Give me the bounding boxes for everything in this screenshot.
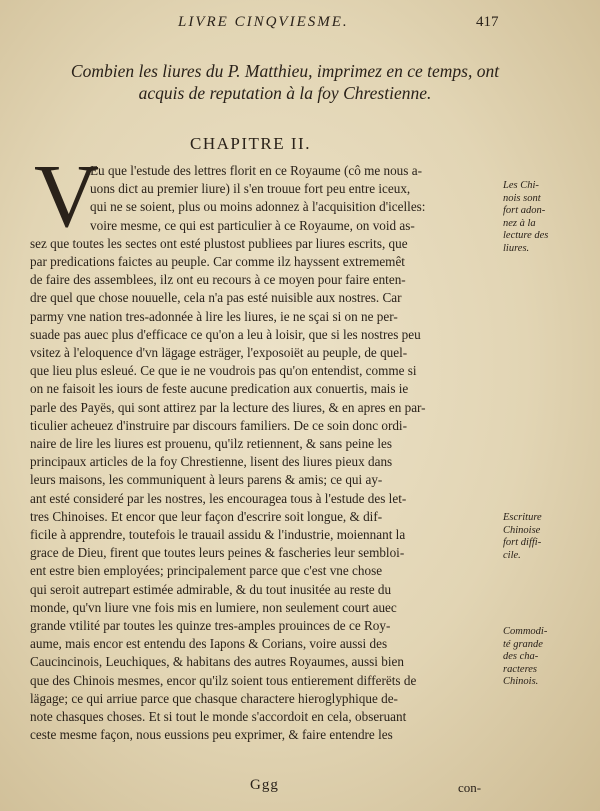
margin-note-line: Chinois. — [503, 676, 539, 687]
margin-note — [503, 512, 577, 562]
margin-note-line: fort diffi- — [503, 537, 542, 548]
body-line: tres Chinoises. Et encor que leur façon d'escrire soit longue, & dif- — [30, 508, 383, 524]
margin-note-line: té grande — [503, 638, 543, 650]
running-head — [0, 14, 600, 34]
margin-note-line: nez à la — [503, 217, 536, 229]
margin-note-line: Chinoise — [503, 524, 541, 536]
body-line: ant esté consideré par les nostres, les encouragea tous à l'estude des let- — [30, 490, 407, 506]
body-line: ceste mesme façon, nous eussions peu exprimer, & faire entendre les — [30, 727, 393, 743]
body-line: suade pas auec plus d'efficace ce qu'on a leu à loisir, que si les nostres peu — [30, 326, 421, 342]
margin-note — [503, 180, 577, 255]
margin-note-line: fort adon- — [503, 205, 546, 216]
margin-note-line: liures. — [503, 242, 530, 254]
margin-note-line: Escriture — [503, 512, 542, 523]
chapter-heading-line: acquis de reputation à la foy Chrestienne. — [138, 83, 432, 103]
chapter-heading-line: Combien les liures du P. Matthieu, imprimez en ce temps, ont — [70, 61, 500, 81]
body-line: note chasques choses. Et si tout le monde s'accordoit en cela, obseruant — [30, 709, 407, 725]
body-line: uons dict au premier liure) il s'en trouue fort peu entre iceux, — [90, 181, 411, 197]
body-line: grande vtilité par toutes les quinze tres-amples prouinces de ce Roy- — [30, 618, 391, 634]
body-line: que des Chinois mesmes, encor qu'ilz soient tous entierement differëts de — [30, 672, 417, 688]
body-line: Caucincinois, Leuchiques, & habitans des autres Royaumes, aussi bien — [30, 654, 404, 670]
body-line: qui seroit autrepart estimée admirable, & du tout inusitée au reste du — [30, 581, 392, 597]
body-line: sez que toutes les sectes ont esté plustost publiees par liures escrits, que — [30, 235, 408, 251]
body-line: parmy vne nation tres-adonnée à lire les liures, ie ne sçai si on ne per- — [30, 308, 398, 324]
body-line: par predications faictes au peuple. Car comme ilz hayssent extrememêt — [30, 254, 405, 270]
margin-note — [503, 626, 577, 689]
body-line: vsitez à l'eloquence d'vn lägage esträger, l'exposoiët au peuple, de quel- — [30, 345, 408, 361]
body-line: Eu que l'estude des lettres florit en ce Royaume (cô me nous a- — [90, 163, 422, 178]
chapter-heading — [45, 60, 525, 104]
body-line: que lieu plus esleué. Ce que ie ne voudrois pas qu'on entendist, comme si — [30, 363, 417, 379]
body-line: aume, mais encor est entendu des Iapons & Corians, voire aussi des — [30, 636, 388, 652]
page-number: 417 — [476, 14, 499, 30]
body-line: ficile à apprendre, toutefois le trauail assidu & l'industrie, moiennant la — [30, 527, 406, 543]
body-line: ticulier acheuez d'instruire par discours familiers. De ce soin donc ordi- — [30, 417, 407, 433]
body-line: de faire des assemblees, ilz ont eu recours à ce moyen pour faire enten- — [30, 272, 406, 288]
body-line: parle des Payës, qui sont attirez par la lecture des liures, & en apres en par- — [30, 399, 426, 415]
running-title: LIVRE CINQVIESME. — [178, 14, 349, 30]
margin-note-line: nois sont — [503, 192, 541, 204]
margin-note-line: Commodi- — [503, 626, 548, 637]
body-line: voire mesme, ce qui est particulier à ce Royaume, on void as- — [90, 217, 415, 233]
chapter-number: CHAPITRE II. — [190, 134, 311, 153]
body-line: monde, qu'vn liure vne fois mis en lumiere, non seulement court auec — [30, 599, 397, 615]
body-line: naire de lire les liures est prouenu, qu'ilz retiennent, & sans peine les — [30, 436, 392, 452]
body-line: grace de Dieu, firent que toutes leurs peines & fascheries leur sembloi- — [30, 545, 405, 561]
body-line: ent estre bien employées; principalement parce que c'est vne chose — [30, 563, 383, 579]
body-line: leurs maisons, les communiquent à leurs parens & amis; ce qui ay- — [30, 472, 383, 488]
body-text — [30, 162, 500, 745]
margin-note-line: racteres — [503, 663, 538, 675]
margin-note-line: Les Chi- — [503, 180, 539, 191]
signature-mark: Ggg — [250, 777, 279, 793]
body-line: lägage; ce qui arriue parce que chasque charactere hieroglyphique de- — [30, 690, 398, 706]
margin-note-line: cile. — [503, 549, 521, 561]
margin-note-line: lecture des — [503, 230, 549, 241]
body-line: dre quel que chose nouuelle, cela n'a pas esté nuisible aux nostres. Car — [30, 290, 402, 306]
drop-cap-initial: V — [34, 147, 99, 246]
body-line: on ne faisoit les iours de feste aucune predication aux conuertis, mais ie — [30, 381, 409, 397]
margin-note-line: des cha- — [503, 651, 539, 662]
body-line: qui ne se soient, plus ou moins adonnez à l'acquisition d'icelles: — [90, 199, 426, 215]
catchword: con- — [458, 780, 482, 795]
body-line: principaux articles de la foy Chrestienne, lisent des liures pieux dans — [30, 454, 393, 470]
